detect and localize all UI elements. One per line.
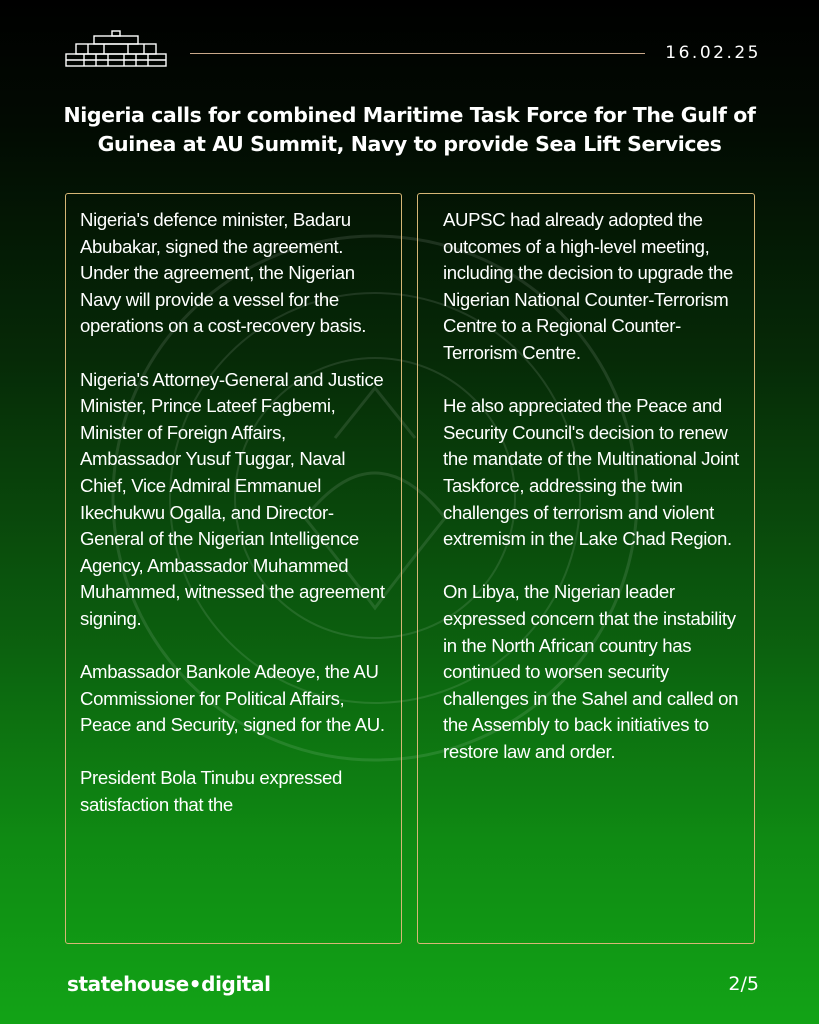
page-title: Nigeria calls for combined Maritime Task Force for The Gulf of Guinea at AU Summit, Navy to provide Sea Lift Services: [63, 103, 756, 156]
left-paragraph-3: Ambassador Bankole Adeoye, the AU Commissioner for Political Affairs, Peace and Security, signed for the AU.: [80, 661, 385, 736]
page-indicator: 2/5: [728, 973, 759, 995]
brand-name: statehouse•digital: [67, 972, 271, 996]
left-paragraph-2: Nigeria's Attorney-General and Justice Minister, Prince Lateef Fagbemi, Minister of Foreign Affairs, Ambassador Yusuf Tuggar, Naval Chief, Vice Admiral Emmanuel Ikechukwu Ogalla, and Director-General of the Nigerian Intelligence Agency, Ambassador Muhammed Muhammed, witnessed the agreement signing.: [80, 368, 385, 629]
left-paragraph-4: President Bola Tinubu expressed satisfaction that the: [80, 767, 343, 816]
right-paragraph-2: He also appreciated the Peace and Security Council's decision to renew the mandate of the Multinational Joint Taskforce, addressing the twin challenges of terrorism and violent extremism in the Lake Chad Region.: [443, 395, 739, 550]
right-paragraph-3: On Libya, the Nigerian leader expressed concern that the instability in the North African country has continued to worsen security challenges in the Sahel and called on the Assembly to back initiatives to restore law and order.: [443, 581, 739, 762]
right-text-column: [417, 193, 755, 944]
post-date: 16.02.25: [665, 43, 761, 63]
left-paragraph-1: Nigeria's defence minister, Badaru Abubakar, signed the agreement. Under the agreement, the Nigerian Navy will provide a vessel for the operations on a cost-recovery basis.: [80, 209, 367, 337]
header-divider-line: [190, 53, 645, 54]
right-paragraph-1: AUPSC had already adopted the outcomes of a high-level meeting, including the decision to upgrade the Nigerian National Counter-Terrorism Centre to a Regional Counter-Terrorism Centre.: [443, 209, 733, 363]
state-house-building-icon: [64, 30, 168, 68]
left-text-column: [65, 193, 402, 944]
